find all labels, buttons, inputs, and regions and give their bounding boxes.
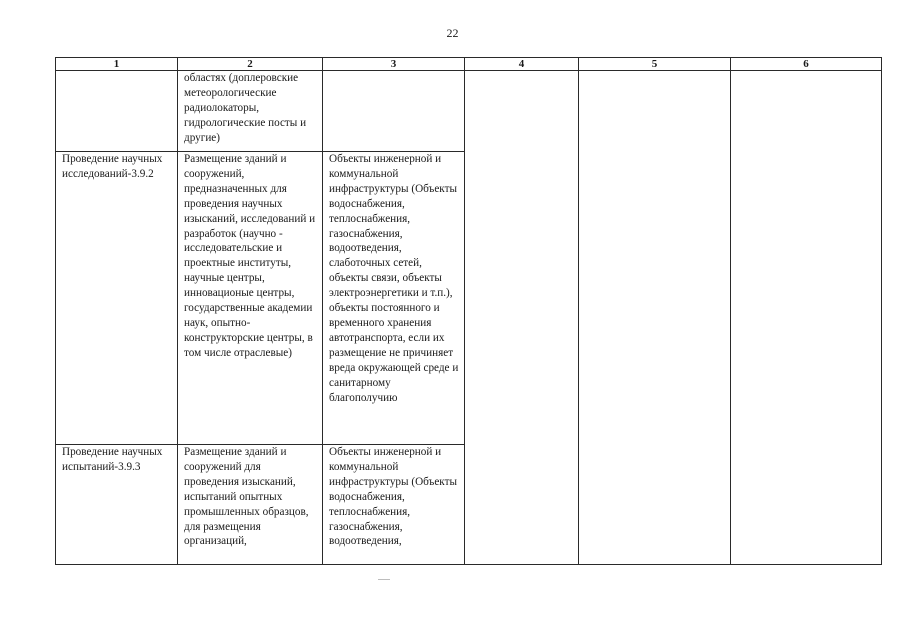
header-col-2: 2 [178, 58, 323, 71]
regulations-table [55, 57, 882, 565]
col-6-blank-cell [731, 71, 882, 565]
row-1-col-2: областях (доплеровские метеорологические радиолокаторы, гидрологические посты и другие) [178, 71, 323, 152]
header-col-4: 4 [465, 58, 579, 71]
row-3-col-1: Проведение научных испытаний-3.9.3 [56, 445, 178, 565]
row-1-col-1 [56, 71, 178, 152]
scan-artifact-line [378, 579, 390, 580]
row-1-col-3 [323, 71, 465, 152]
row-2-col-1: Проведение научных исследований-3.9.2 [56, 152, 178, 445]
table-row [56, 71, 882, 152]
col-4-blank-cell [465, 71, 579, 565]
header-col-1: 1 [56, 58, 178, 71]
page-number: 22 [446, 26, 459, 40]
col-5-blank-cell [579, 71, 731, 565]
row-3-col-3: Объекты инженерной и коммунальной инфраструктуры (Объекты водоснабжения, теплоснабжения, газоснабжения, водоотведения, [323, 445, 465, 565]
header-col-5: 5 [579, 58, 731, 71]
row-2-col-2: Размещение зданий и сооружений, предназначенных для проведения научных изысканий, исследований и разработок (научно - исследовательские и проектные институты, научные центры, инновационые центры, государственные академии наук, опытно-конструкторские центры, в том числе отраслевые) [178, 152, 323, 445]
header-row [56, 58, 882, 71]
row-3-col-2: Размещение зданий и сооружений для проведения изысканий, испытаний опытных промышленных образцов, для размещения организаций, [178, 445, 323, 565]
header-col-6: 6 [731, 58, 882, 71]
row-2-col-3: Объекты инженерной и коммунальной инфраструктуры (Объекты водоснабжения, теплоснабжения, газоснабжения, водоотведения, слаботочных сетей, объекты связи, объекты электроэнергетики и т.п.), объекты постоянного и временного хранения автотранспорта, если их размещение не причиняет вреда окружающей среде и санитарному благополучию [323, 152, 465, 445]
header-col-3: 3 [323, 58, 465, 71]
